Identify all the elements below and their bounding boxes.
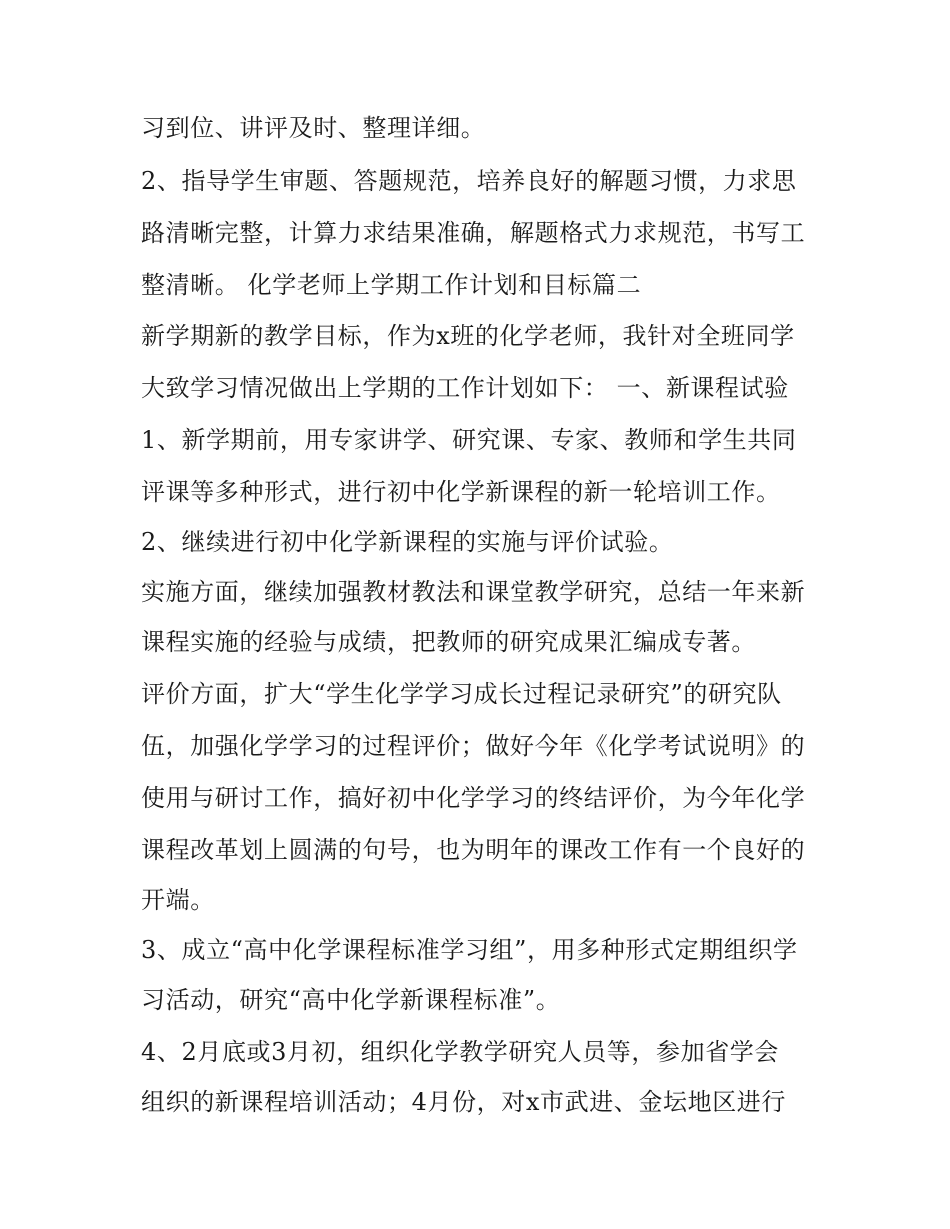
- text-line: 开端。: [141, 886, 215, 914]
- text-line: 习活动，研究“高中化学新课程标准”。: [141, 986, 561, 1014]
- text-line: 习到位、讲评及时、整理详细。: [141, 114, 486, 142]
- text-line: 课程改革划上圆满的句号，也为明年的课改工作有一个良好的: [141, 836, 806, 864]
- text-line: 大致学习情况做出上学期的工作计划如下： 一、新课程试验: [141, 374, 789, 402]
- text-line: 新学期新的教学目标，作为x班的化学老师，我针对全班同学: [141, 322, 795, 350]
- text-line: 评课等多种形式，进行初中化学新课程的新一轮培训工作。: [141, 478, 781, 506]
- text-line: 3、成立“高中化学课程标准学习组”，用多种形式定期组织学: [141, 936, 798, 964]
- text-line: 伍，加强化学学习的过程评价；做好今年《化学考试说明》的: [141, 732, 806, 760]
- text-line: 使用与研讨工作，搞好初中化学学习的终结评价，为今年化学: [141, 784, 806, 812]
- text-line: 1、新学期前，用专家讲学、研究课、专家、教师和学生共同: [141, 426, 797, 454]
- text-line: 4、2月底或3月初，组织化学教学研究人员等，参加省学会: [141, 1038, 780, 1066]
- text-line: 实施方面，继续加强教材教法和课堂教学研究，总结一年来新: [141, 578, 806, 606]
- text-line: 整清晰。 化学老师上学期工作计划和目标篇二: [141, 271, 642, 299]
- text-line: 2、指导学生审题、答题规范，培养良好的解题习惯，力求思: [141, 167, 797, 195]
- text-line: 评价方面，扩大“学生化学学习成长过程记录研究”的研究队: [141, 680, 782, 708]
- text-line: 组织的新课程培训活动；4月份，对x市武进、金坛地区进行: [141, 1088, 787, 1116]
- text-line: 2、继续进行初中化学新课程的实施与评价试验。: [141, 528, 674, 556]
- text-line: 课程实施的经验与成绩，把教师的研究成果汇编成专著。: [141, 628, 756, 656]
- text-line: 路清晰完整，计算力求结果准确，解题格式力求规范，书写工: [141, 219, 806, 247]
